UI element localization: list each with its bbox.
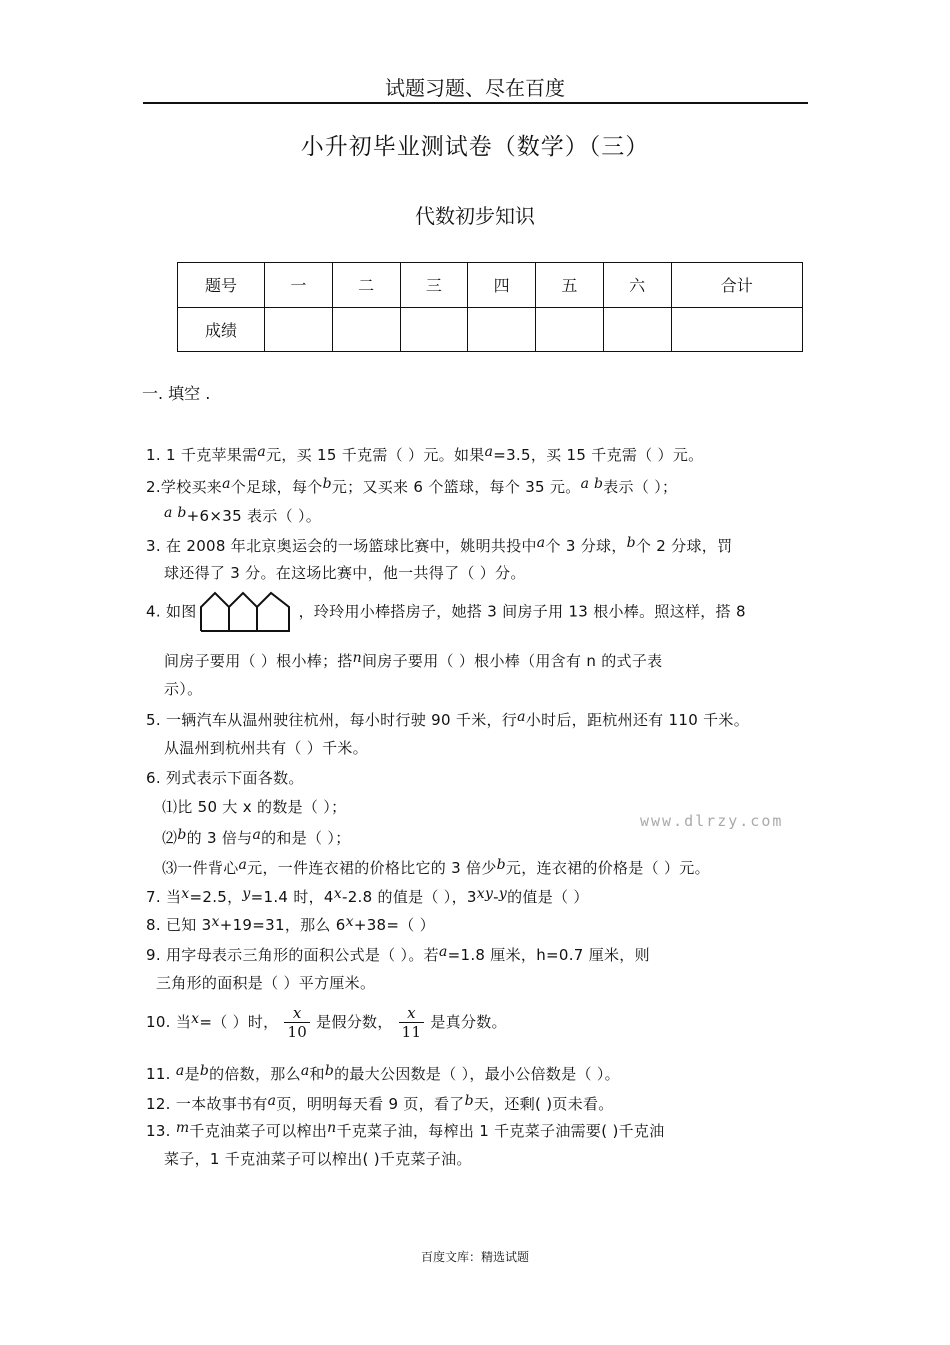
- question-13-line-2: 菜子，1 千克油菜子可以榨出( )千克菜子油。: [164, 1150, 472, 1168]
- page-subtitle: 代数初步知识: [415, 204, 535, 228]
- variable: y: [498, 886, 508, 902]
- score-cell: [468, 307, 536, 352]
- text: 间房子要用（ ）根小棒（用含有 n 的式子表: [362, 652, 663, 670]
- variable: y: [242, 886, 251, 902]
- variable: y: [484, 886, 494, 902]
- text: 的 3 倍与: [186, 829, 253, 847]
- text: 页，明明每天看 9 页，看了: [276, 1095, 465, 1113]
- text: ⑵: [162, 829, 178, 847]
- variable: x: [345, 914, 354, 930]
- text: 的最大公因数是（ ），最小公倍数是（ ）。: [334, 1065, 620, 1083]
- variable: a: [517, 709, 526, 725]
- page-title: 小升初毕业测试卷（数学）（三）: [300, 134, 650, 160]
- question-2-line-2: [164, 505, 321, 526]
- variable: n: [327, 1120, 337, 1136]
- text: 个 3 分球，: [545, 537, 627, 555]
- question-6-part-2: [162, 827, 351, 848]
- question-13: [146, 1120, 665, 1141]
- question-2: [146, 476, 677, 497]
- fraction-denominator: 10: [287, 1023, 308, 1041]
- variable: b: [177, 827, 187, 843]
- variable: a: [252, 827, 262, 843]
- variable: b: [464, 1093, 474, 1109]
- text: 千克菜子油，每榨出 1 千克菜子油需要( )千克油: [336, 1122, 665, 1140]
- text: =（ ）时，: [199, 1013, 279, 1031]
- fraction-x-over-11: [399, 1004, 425, 1041]
- text: 12. 一本故事书有: [146, 1095, 268, 1113]
- variable: b: [324, 1063, 335, 1079]
- question-4-line-2: [164, 650, 662, 671]
- text: 间房子要用（ ）根小棒；搭: [164, 652, 353, 670]
- variable: x: [191, 1011, 200, 1027]
- header-cell: 题号: [178, 263, 265, 308]
- question-8: [146, 914, 435, 935]
- text: 10. 当: [146, 1013, 192, 1031]
- question-9-line-2: 三角形的面积是（ ）平方厘米。: [156, 974, 376, 992]
- question-12: [146, 1093, 614, 1114]
- text: +19=31，那么 6: [219, 916, 346, 934]
- variable: b: [496, 857, 506, 873]
- text: ，玲玲用小棒搭房子，她搭 3 间房子用 13 根小棒。照这样，搭 8: [298, 602, 746, 621]
- text: 个足球，每个: [230, 478, 323, 496]
- variable: b: [199, 1063, 210, 1079]
- text: 8. 已知 3: [146, 916, 212, 934]
- score-cell: [603, 307, 671, 352]
- text: 个 2 分球，罚: [635, 537, 733, 555]
- score-table: [177, 262, 803, 352]
- text: 是: [184, 1065, 200, 1083]
- text: 13.: [146, 1122, 171, 1140]
- fraction-denominator: 11: [401, 1023, 422, 1041]
- variable: b: [322, 476, 332, 492]
- variable: x: [181, 886, 190, 902]
- header-cell: 一: [265, 263, 333, 308]
- variable: b: [626, 535, 636, 551]
- text: =1.8 厘米，h=0.7 厘米，则: [447, 946, 650, 964]
- text: 的值是（ ）: [507, 888, 589, 906]
- text: 是真分数。: [430, 1013, 507, 1031]
- watermark: www.dlrzy.com: [640, 812, 784, 830]
- text: -: [493, 888, 499, 906]
- text: ⑶一件背心: [162, 859, 239, 877]
- text: 千克油菜子可以榨出: [189, 1122, 328, 1140]
- row-label: 成绩: [178, 307, 265, 352]
- variable: x: [211, 914, 220, 930]
- question-3: [146, 535, 732, 556]
- text: 的倍数，那么: [209, 1065, 301, 1083]
- variable: a: [536, 535, 546, 551]
- header-cell: 二: [332, 263, 400, 308]
- score-cell: [265, 307, 333, 352]
- header-cell: 合计: [671, 263, 803, 308]
- variable: a: [175, 1063, 185, 1079]
- fraction-x-over-10: [284, 1004, 310, 1041]
- score-cell: [536, 307, 604, 352]
- score-table-header-row: [178, 263, 803, 308]
- text: 天，还剩( )页未看。: [473, 1095, 614, 1113]
- text: 的和是（ ）；: [261, 829, 351, 847]
- text: 是假分数，: [316, 1013, 393, 1031]
- score-cell: [332, 307, 400, 352]
- score-table-score-row: [178, 307, 803, 352]
- header-cell: 三: [400, 263, 468, 308]
- text: 元，买 15 千克需（ ）元。如果: [266, 446, 485, 464]
- question-1: [146, 444, 703, 465]
- text: 2.学校买来: [146, 478, 223, 496]
- text: 5. 一辆汽车从温州驶往杭州，每小时行驶 90 千米，行: [146, 711, 518, 729]
- text: 表示（ ）；: [603, 478, 678, 496]
- text: +38=（ ）: [353, 916, 435, 934]
- text: 和: [309, 1065, 325, 1083]
- variable: a b: [164, 505, 187, 521]
- header-cell: 四: [468, 263, 536, 308]
- question-5-line-2: 从温州到杭州共有（ ）千米。: [164, 739, 368, 757]
- fraction-numerator: x: [284, 1004, 310, 1023]
- question-6: 6. 列式表示下面各数。: [146, 769, 304, 787]
- variable: x: [333, 886, 342, 902]
- score-cell: [671, 307, 803, 352]
- question-6-part-3: [162, 857, 710, 878]
- text: =2.5，: [189, 888, 243, 906]
- score-cell: [400, 307, 468, 352]
- text: 元；又买来 6 个篮球，每个 35 元。: [331, 478, 581, 496]
- variable: a: [484, 444, 494, 460]
- question-7: [146, 886, 589, 907]
- variable: a: [267, 1093, 277, 1109]
- text: 元，连衣裙的价格是（ ）元。: [505, 859, 710, 877]
- text: -2.8 的值是（ ），3: [341, 888, 477, 906]
- variable: a: [222, 476, 231, 492]
- text: 元，一件连衣裙的价格比它的 3 倍少: [247, 859, 497, 877]
- text: 小时后，距杭州还有 110 千米。: [525, 711, 750, 729]
- variable: a: [238, 857, 248, 873]
- question-9: [146, 944, 650, 965]
- text: 7. 当: [146, 888, 182, 906]
- question-4-line-3: 示）。: [164, 680, 203, 698]
- question-11: [146, 1063, 620, 1084]
- variable: m: [175, 1120, 190, 1136]
- question-4: [146, 591, 746, 633]
- variable: a: [438, 944, 448, 960]
- fraction-numerator: x: [399, 1004, 425, 1023]
- variable: a b: [580, 476, 604, 492]
- text: =1.4 时，4: [250, 888, 334, 906]
- page-header: 试题习题、尽在百度: [385, 76, 565, 100]
- text: 4. 如图: [146, 602, 197, 621]
- variable: x: [476, 886, 485, 902]
- text: 11.: [146, 1065, 171, 1083]
- variable: a: [300, 1063, 310, 1079]
- question-3-line-2: 球还得了 3 分。在这场比赛中，他一共得了（ ）分。: [164, 564, 526, 582]
- text: 1. 1 千克苹果需: [146, 446, 258, 464]
- variable: n: [352, 650, 362, 666]
- page-footer: 百度文库：精选试题: [420, 1250, 529, 1264]
- section-heading: 一. 填空 .: [142, 384, 211, 403]
- question-10: [146, 1004, 507, 1041]
- question-6-part-1: ⑴比 50 大 x 的数是（ ）；: [162, 798, 347, 816]
- text: =3.5，买 15 千克需（ ）元。: [493, 446, 704, 464]
- house-figure-icon: [199, 591, 293, 633]
- variable: a: [257, 444, 267, 460]
- question-5: [146, 709, 749, 730]
- text: +6×35 表示（ ）。: [186, 507, 322, 525]
- header-cell: 五: [536, 263, 604, 308]
- header-rule: [143, 102, 808, 104]
- text: 3. 在 2008 年北京奥运会的一场篮球比赛中，姚明共投中: [146, 537, 537, 555]
- text: 9. 用字母表示三角形的面积公式是（ ）。若: [146, 946, 439, 964]
- header-cell: 六: [603, 263, 671, 308]
